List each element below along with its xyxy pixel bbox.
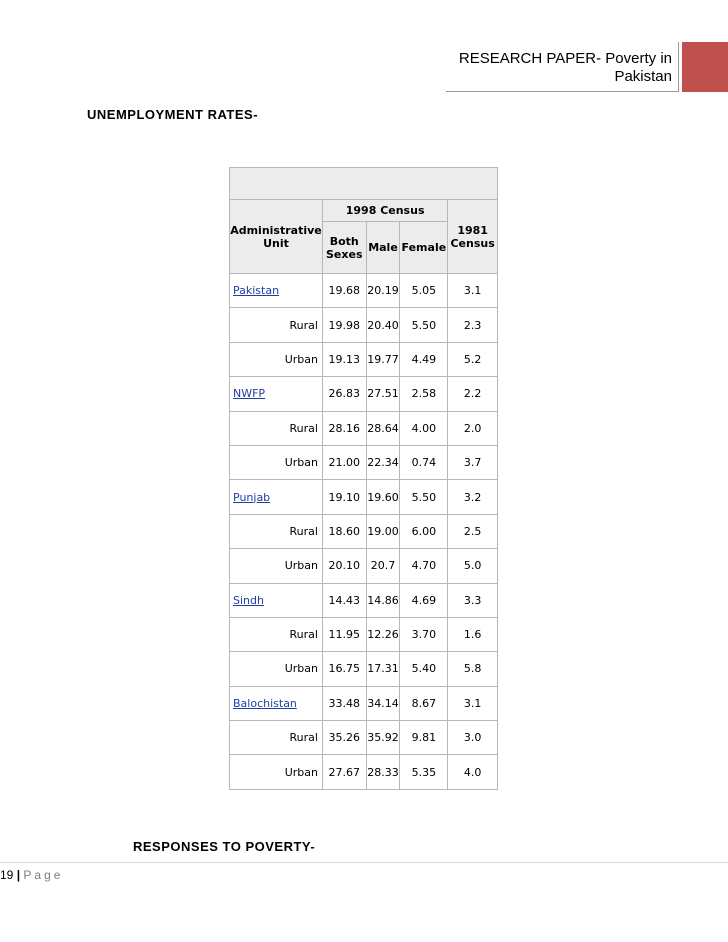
cell-both: 21.00 (322, 445, 366, 479)
table-row (230, 445, 498, 479)
cell-male: 28.64 (366, 411, 400, 445)
cell-male: 14.86 (366, 583, 400, 617)
cell-both: 14.43 (322, 583, 366, 617)
table-row (230, 377, 498, 411)
cell-both: 11.95 (322, 617, 366, 651)
cell-male: 28.33 (366, 755, 400, 789)
sub-unit-cell: Urban (230, 652, 323, 686)
cell-both: 28.16 (322, 411, 366, 445)
unit-link[interactable]: NWFP (233, 387, 266, 401)
table-row (230, 274, 498, 308)
cell-both: 27.67 (322, 755, 366, 789)
table-row (230, 617, 498, 651)
cell-female: 3.70 (400, 617, 448, 651)
table-row (230, 480, 498, 514)
cell-male: 20.19 (366, 274, 400, 308)
responses-heading: RESPONSES TO POVERTY- (133, 839, 316, 854)
sub-unit-cell: Rural (230, 514, 323, 548)
cell-male: 20.40 (366, 308, 400, 342)
cell-both: 26.83 (322, 377, 366, 411)
cell-female: 5.40 (400, 652, 448, 686)
table-row (230, 686, 498, 720)
cell-both: 19.13 (322, 342, 366, 376)
unit-link[interactable]: Pakistan (233, 284, 280, 298)
cell-both: 20.10 (322, 549, 366, 583)
cell-c1981: 3.3 (448, 583, 498, 617)
page-number: 19 (0, 868, 14, 882)
cell-female: 9.81 (400, 721, 448, 755)
unit-link-cell[interactable] (230, 480, 323, 514)
table-row (230, 411, 498, 445)
cell-female: 2.58 (400, 377, 448, 411)
cell-female: 5.35 (400, 755, 448, 789)
cell-both: 18.60 (322, 514, 366, 548)
cell-male: 19.77 (366, 342, 400, 376)
unit-link[interactable]: Punjab (233, 490, 271, 504)
header-1981-census: 1981 Census (448, 200, 498, 274)
cell-male: 19.00 (366, 514, 400, 548)
unit-link[interactable]: Balochistan (233, 696, 297, 710)
cell-c1981: 1.6 (448, 617, 498, 651)
cell-male: 35.92 (366, 721, 400, 755)
cell-female: 4.69 (400, 583, 448, 617)
unit-link[interactable]: Sindh (233, 593, 264, 607)
page-footer (0, 868, 63, 882)
cell-male: 27.51 (366, 377, 400, 411)
header-accent-tab (682, 42, 728, 92)
cell-female: 5.05 (400, 274, 448, 308)
table-row (230, 755, 498, 789)
cell-female: 8.67 (400, 686, 448, 720)
cell-c1981: 3.7 (448, 445, 498, 479)
header-male: Male (366, 222, 400, 274)
unemployment-heading: UNEMPLOYMENT RATES- (87, 107, 259, 122)
unit-link-cell[interactable] (230, 274, 323, 308)
sub-unit-cell: Urban (230, 342, 323, 376)
cell-c1981: 4.0 (448, 755, 498, 789)
unemployment-table (229, 167, 498, 797)
table-row (230, 652, 498, 686)
cell-both: 16.75 (322, 652, 366, 686)
footer-separator: | (16, 868, 21, 882)
cell-male: 12.26 (366, 617, 400, 651)
cell-c1981: 2.3 (448, 308, 498, 342)
cell-c1981: 2.0 (448, 411, 498, 445)
table-row (230, 514, 498, 548)
unit-link-cell[interactable] (230, 583, 323, 617)
page-header-title: RESEARCH PAPER- Poverty in Pakistan (458, 50, 672, 85)
cell-both: 33.48 (322, 686, 366, 720)
table-row (230, 549, 498, 583)
cell-female: 6.00 (400, 514, 448, 548)
cell-male: 22.34 (366, 445, 400, 479)
header-female: Female (400, 222, 448, 274)
cell-male: 34.14 (366, 686, 400, 720)
sub-unit-cell: Urban (230, 445, 323, 479)
table-row (230, 721, 498, 755)
cell-c1981: 3.1 (448, 686, 498, 720)
header-1998-census: 1998 Census (322, 200, 447, 222)
cell-c1981: 2.2 (448, 377, 498, 411)
cell-c1981: 3.1 (448, 274, 498, 308)
sub-unit-cell: Rural (230, 617, 323, 651)
sub-unit-cell: Rural (230, 721, 323, 755)
cell-c1981: 2.5 (448, 514, 498, 548)
footer-divider (0, 862, 728, 863)
cell-female: 5.50 (400, 308, 448, 342)
sub-unit-cell: Urban (230, 755, 323, 789)
cell-c1981: 3.2 (448, 480, 498, 514)
cell-male: 20.7 (366, 549, 400, 583)
cell-both: 35.26 (322, 721, 366, 755)
cell-c1981: 5.0 (448, 549, 498, 583)
sub-unit-cell: Urban (230, 549, 323, 583)
table-row (230, 308, 498, 342)
cell-both: 19.68 (322, 274, 366, 308)
cell-female: 4.00 (400, 411, 448, 445)
cell-both: 19.98 (322, 308, 366, 342)
cell-c1981: 5.8 (448, 652, 498, 686)
header-both-sexes: Both Sexes (322, 222, 366, 274)
sub-unit-cell: Rural (230, 308, 323, 342)
table-row (230, 342, 498, 376)
cell-c1981: 5.2 (448, 342, 498, 376)
cell-female: 4.70 (400, 549, 448, 583)
cell-male: 19.60 (366, 480, 400, 514)
table-row (230, 583, 498, 617)
cell-female: 5.50 (400, 480, 448, 514)
sub-unit-cell: Rural (230, 411, 323, 445)
header-administrative-unit: Administrative Unit (230, 200, 323, 274)
cell-male: 17.31 (366, 652, 400, 686)
table-top-band (230, 168, 498, 200)
unit-link-cell[interactable] (230, 686, 323, 720)
page-label: Page (23, 868, 64, 882)
cell-female: 4.49 (400, 342, 448, 376)
unit-link-cell[interactable] (230, 377, 323, 411)
cell-both: 19.10 (322, 480, 366, 514)
cell-female: 0.74 (400, 445, 448, 479)
cell-c1981: 3.0 (448, 721, 498, 755)
